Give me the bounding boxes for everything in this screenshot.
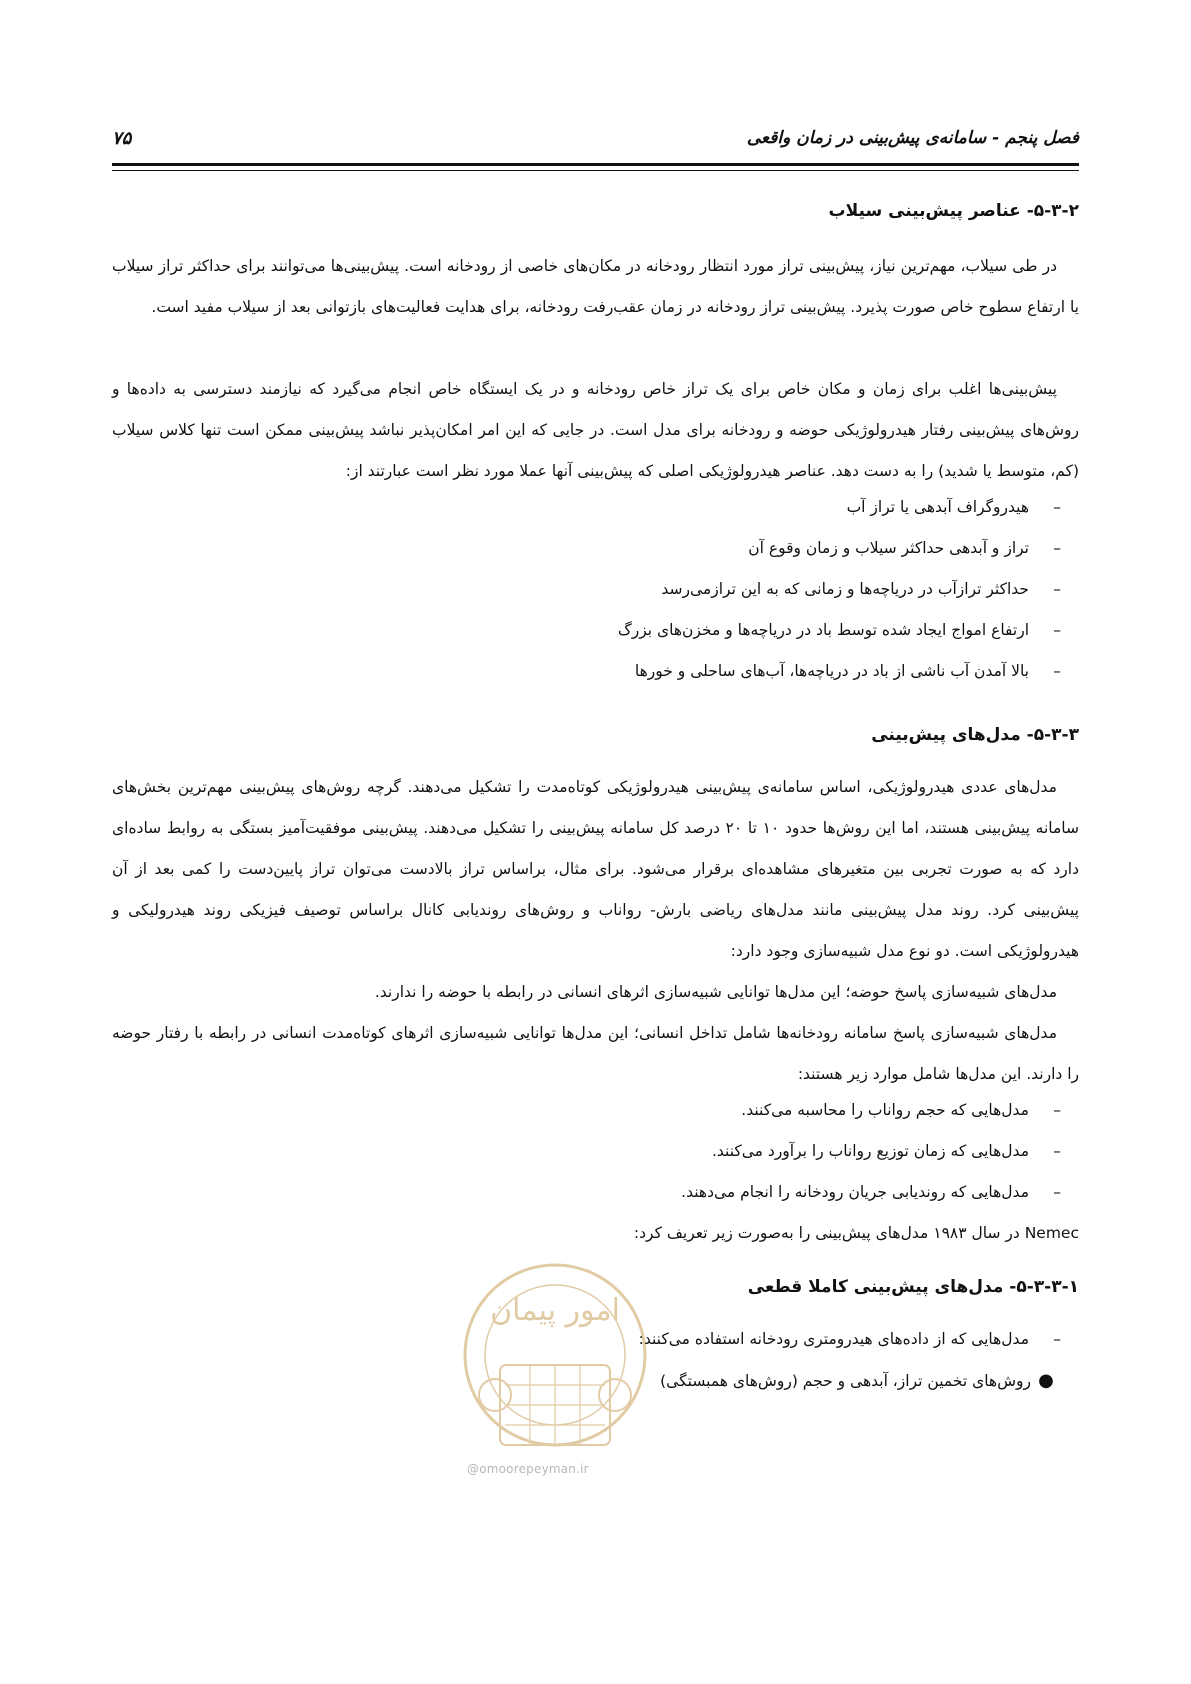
section-heading-forecast-models: ۵-۳-۳- مدل‌های پیش‌بینی [871, 725, 1079, 745]
chapter-title: فصل پنجم - سامانه‌ی پیش‌بینی در زمان واقعی [746, 128, 1079, 148]
paragraph-flood-forecast-need: در طی سیلاب، مهم‌ترین نیاز، پیش‌بینی تراز مورد انتظار رودخانه در مکان‌های خاصی از رودخانه است. پیش‌بینی‌ها می‌توانند برای حداکثر تراز سیلاب یا ارتفاع سطوح خاص صورت پذیرد. پیش‌بینی تراز رودخانه در زمان عقب‌رفت رودخانه، برای هدایت فعالیت‌های بازتوانی بعد از سیلاب مفید است. [112, 257, 1079, 316]
paragraph-river-system-models: مدل‌های شبیه‌سازی پاسخ سامانه رودخانه‌ها شامل تداخل انسانی؛ این مدل‌ها توانایی شبیه‌سازی اثرهای کوتاه‌مدت انسانی در رابطه با رفتار حوضه را دارند. این مدل‌ها شامل موارد زیر هستند: [112, 1024, 1079, 1083]
watermark-logo-icon [450, 1245, 660, 1475]
watermark-url: @omoorepeyman.ir [467, 1462, 589, 1476]
dash-marker: – [1053, 621, 1061, 639]
bullet-marker: ● [1038, 1370, 1054, 1391]
page-header [112, 128, 1079, 156]
bullet-item: ●روش‌های تخمین تراز، آبدهی و حجم (روش‌های همبستگی) [639, 1360, 1061, 1401]
paragraph-basin-response-models: مدل‌های شبیه‌سازی پاسخ حوضه؛ این مدل‌ها توانایی شبیه‌سازی اثرهای انسانی در رابطه با حوضه را ندارند. [374, 983, 1057, 1001]
dash-marker: – [1053, 1101, 1061, 1119]
list-item: –هیدروگراف آبدهی یا تراز آب [618, 487, 1061, 528]
dash-marker: – [1053, 1330, 1061, 1348]
hydrologic-elements-list [618, 487, 1061, 692]
dash-marker: – [1053, 498, 1061, 516]
list-item: –مدل‌هایی که زمان توزیع رواناب را برآورد می‌کنند. [681, 1131, 1061, 1172]
header-rule-thick [112, 163, 1079, 166]
list-item: –تراز و آبدهی حداکثر سیلاب و زمان وقوع آن [618, 528, 1061, 569]
dash-marker: – [1053, 539, 1061, 557]
section-heading-deterministic-models: ۵-۳-۳-۱- مدل‌های پیش‌بینی کاملا قطعی [747, 1277, 1079, 1297]
paragraph-numeric-models: مدل‌های عددی هیدرولوژیکی، اساس سامانه‌ی پیش‌بینی هیدرولوژیکی کوتاه‌مدت را تشکیل می‌دهند. گرچه روش‌های پیش‌بینی مهم‌ترین بخش‌های سامانه پیش‌بینی هستند، اما این روش‌ها حدود ۱۰ تا ۲۰ درصد کل سامانه پیش‌بینی را تشکیل می‌دهند. پیش‌بینی موفقیت‌آمیز بستگی به روابط ساده‌ای دارد که به صورت تجربی بین متغیرهای مشاهده‌ای برقرار می‌شود. برای مثال، براساس تراز بالادست می‌توان تراز پایین‌دست را کمی بعد از آن پیش‌بینی کرد. روند مدل پیش‌بینی مانند مدل‌های ریاضی بارش- رواناب و روش‌های روندیابی کانال براساس توصیف فیزیکی روند هیدرولیکی و هیدرولوژیکی است. دو نوع مدل شبیه‌سازی وجود دارد: [112, 778, 1080, 960]
paragraph-forecast-elements: پیش‌بینی‌ها اغلب برای زمان و مکان خاص برای یک تراز خاص رودخانه و در یک ایستگاه خاص انجام می‌گیرد که نیازمند دسترسی به داده‌ها و روش‌های پیش‌بینی رفتار هیدرولوژیکی حوضه و رودخانه برای مدل است. در جایی که این امر امکان‌پذیر نباشد پیش‌بینی ممکن است تنها کلاس سیلاب (کم، متوسط یا شدید) را به دست دهد. عناصر هیدرولوژیکی اصلی که پیش‌بینی آنها عملا مورد نظر است عبارتند از: [112, 380, 1079, 480]
dash-marker: – [1053, 1183, 1061, 1201]
dash-marker: – [1053, 580, 1061, 598]
page-number: ۷۵ [112, 128, 132, 149]
svg-text:امور پیمان: امور پیمان [490, 1293, 620, 1328]
nemec-definition-line: Nemec در سال ۱۹۸۳ مدل‌های پیش‌بینی را به‌صورت زیر تعریف کرد: [633, 1224, 1079, 1242]
dash-marker: – [1053, 1142, 1061, 1160]
header-rule-thin [112, 170, 1079, 171]
list-item: –مدل‌هایی که حجم رواناب را محاسبه می‌کنند. [681, 1090, 1061, 1131]
list-item: –مدل‌هایی که از داده‌های هیدرومتری رودخانه استفاده می‌کنند: [639, 1319, 1061, 1360]
section-heading-flood-elements: ۵-۳-۲- عناصر پیش‌بینی سیلاب [828, 201, 1079, 221]
list-item: –بالا آمدن آب ناشی از باد در دریاچه‌ها، آب‌های ساحلی و خورها [618, 651, 1061, 692]
dash-marker: – [1053, 662, 1061, 680]
list-item: –مدل‌هایی که روندیابی جریان رودخانه را انجام می‌دهند. [681, 1172, 1061, 1213]
deterministic-models-list [639, 1319, 1061, 1401]
list-item: –حداکثر ترازآب در دریاچه‌ها و زمانی که به این ترازمی‌رسد [618, 569, 1061, 610]
model-types-list [681, 1090, 1061, 1213]
list-item: –ارتفاع امواج ایجاد شده توسط باد در دریاچه‌ها و مخزن‌های بزرگ [618, 610, 1061, 651]
